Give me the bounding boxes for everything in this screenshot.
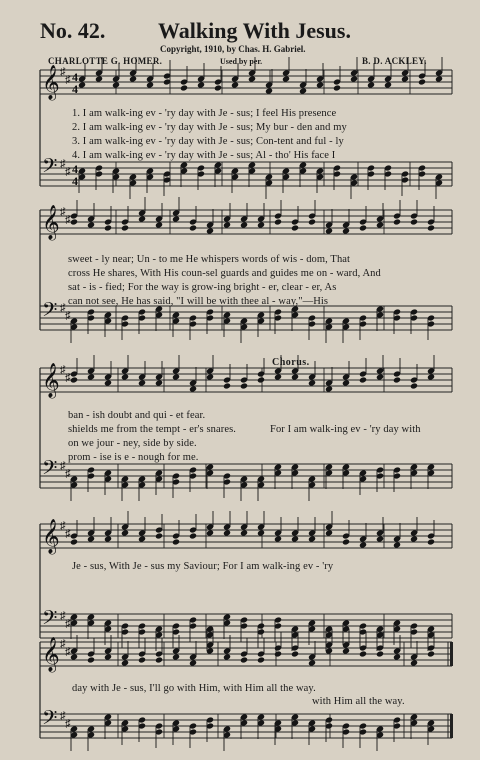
note-head — [138, 535, 146, 542]
note-head — [197, 81, 205, 88]
note-head — [214, 84, 222, 91]
note-head — [342, 227, 350, 234]
note-head — [308, 535, 316, 542]
sharp-icon: ♯ — [60, 66, 66, 78]
note-head — [189, 659, 197, 666]
sharp-icon: ♯ — [65, 214, 71, 226]
time-signature: 4 — [72, 174, 78, 188]
note-head — [367, 81, 375, 88]
note-head — [393, 653, 401, 660]
sharp-icon: ♯ — [60, 520, 66, 532]
note-head — [87, 656, 95, 663]
note-head — [359, 224, 367, 231]
lyric-verse-2: cross He shares, With His coun-sel guards and guides me on - ward, And — [68, 268, 381, 279]
bass-clef-icon: 𝄢 — [42, 606, 58, 634]
note-head — [376, 650, 384, 657]
note-head — [342, 647, 350, 654]
note-head — [240, 529, 248, 536]
note-head — [189, 224, 197, 231]
time-signature: 4 — [72, 162, 78, 176]
treble-clef-icon: 𝄞 — [42, 205, 60, 240]
permission-note: Used by per. — [220, 57, 263, 66]
note-head — [129, 75, 137, 82]
sharp-icon: ♯ — [65, 468, 71, 480]
note-head — [87, 373, 95, 380]
sharp-icon: ♯ — [65, 618, 71, 630]
note-head — [240, 382, 248, 389]
note-head — [206, 373, 214, 380]
note-head — [393, 218, 401, 225]
sharp-icon: ♯ — [60, 460, 66, 472]
note-head — [104, 379, 112, 386]
note-head — [189, 532, 197, 539]
note-head — [410, 659, 418, 666]
note-head — [401, 75, 409, 82]
note-head — [325, 529, 333, 536]
hymn-number: No. 42. — [40, 18, 106, 43]
note-head — [70, 653, 78, 660]
note-head — [325, 385, 333, 392]
note-head — [257, 376, 265, 383]
note-head — [316, 81, 324, 88]
note-head — [240, 221, 248, 228]
note-head — [257, 529, 265, 536]
note-head — [427, 538, 435, 545]
sharp-icon: ♯ — [65, 166, 71, 178]
sharp-icon: ♯ — [65, 74, 71, 86]
note-head — [146, 81, 154, 88]
note-head — [70, 538, 78, 545]
time-signature: 4 — [72, 70, 78, 84]
bass-clef-icon: 𝄢 — [42, 456, 58, 484]
note-head — [333, 84, 341, 91]
note-head — [350, 75, 358, 82]
lyric-verse-1: ban - ish doubt and qui - et fear. — [68, 410, 206, 421]
lyric-chorus: day with Je - sus, I'll go with Him, with Him all the way. — [72, 683, 316, 694]
bass-clef-icon: 𝄢 — [42, 298, 58, 326]
sharp-icon: ♯ — [65, 528, 71, 540]
note-head — [240, 656, 248, 663]
note-head — [223, 529, 231, 536]
hymn-title: Walking With Jesus. — [158, 18, 351, 43]
note-head — [291, 373, 299, 380]
lyric-verse-3: 3. I am walk-ing ev - 'ry day with Je - sus; Con-tent and ful - ly — [72, 136, 344, 147]
time-signature: 4 — [72, 82, 78, 96]
sharp-icon: ♯ — [60, 158, 66, 170]
note-head — [180, 84, 188, 91]
sharp-icon: ♯ — [65, 718, 71, 730]
note-head — [291, 535, 299, 542]
note-head — [223, 653, 231, 660]
note-head — [291, 650, 299, 657]
note-head — [342, 379, 350, 386]
note-head — [172, 538, 180, 545]
lyric-verse-2: shields me from the tempt - er's snares. — [68, 424, 237, 435]
note-head — [121, 529, 129, 536]
note-head — [342, 538, 350, 545]
copyright-line: Copyright, 1910, by Chas. H. Gabriel. — [160, 44, 306, 54]
treble-clef-icon: 𝄞 — [42, 65, 60, 100]
note-head — [121, 659, 129, 666]
sharp-icon: ♯ — [60, 610, 66, 622]
lyric-chorus: Je - sus, With Je - sus my Saviour; For I am walk-ing ev - 'ry — [72, 561, 334, 572]
note-head — [308, 218, 316, 225]
note-head — [155, 221, 163, 228]
bass-clef-icon: 𝄢 — [42, 154, 58, 182]
lyric-verse-3: on we jour - ney, side by side. — [68, 438, 197, 449]
note-head — [393, 541, 401, 548]
final-barline — [450, 714, 453, 738]
treble-clef-icon: 𝄞 — [42, 519, 60, 554]
note-head — [265, 87, 273, 94]
note-head — [376, 373, 384, 380]
sharp-icon: ♯ — [60, 364, 66, 376]
lyric-verse-4: 4. I am walk-ing ev - 'ry day with Je - sus; Al - tho' His face I — [72, 150, 336, 161]
note-head — [87, 535, 95, 542]
sharp-icon: ♯ — [65, 310, 71, 322]
note-head — [274, 535, 282, 542]
note-head — [223, 221, 231, 228]
bass-clef-icon: 𝄢 — [42, 706, 58, 734]
sharp-icon: ♯ — [60, 710, 66, 722]
note-head — [376, 535, 384, 542]
note-head — [189, 385, 197, 392]
note-head — [410, 218, 418, 225]
lyric-chorus: For I am walk-ing ev - 'ry day with — [270, 424, 421, 435]
note-head — [291, 224, 299, 231]
note-head — [104, 653, 112, 660]
note-head — [410, 535, 418, 542]
note-head — [87, 221, 95, 228]
note-head — [410, 382, 418, 389]
lyric-verse-1: sweet - ly near; Un - to me He whispers words of wis - dom, That — [68, 254, 351, 265]
lyricist-credit: CHARLOTTE G. HOMER. — [48, 56, 163, 66]
note-head — [70, 218, 78, 225]
note-head — [155, 532, 163, 539]
note-head — [418, 78, 426, 85]
note-head — [138, 215, 146, 222]
treble-clef-icon: 𝄞 — [42, 363, 60, 398]
note-head — [359, 376, 367, 383]
sharp-icon: ♯ — [60, 302, 66, 314]
note-head — [112, 81, 120, 88]
sharp-icon: ♯ — [60, 206, 66, 218]
sharp-icon: ♯ — [65, 646, 71, 658]
note-head — [308, 659, 316, 666]
note-head — [248, 75, 256, 82]
note-head — [155, 379, 163, 386]
lyric-verse-3: sat - is - fied; For the way is grow-ing bright - er, clear - er, As — [68, 282, 337, 293]
sharp-icon: ♯ — [65, 372, 71, 384]
chorus-label: Chorus. — [272, 357, 310, 368]
note-head — [427, 373, 435, 380]
note-head — [427, 650, 435, 657]
lyric-verse-2: 2. I am walk-ing ev - 'ry day with Je - sus; My bur - den and my — [72, 122, 347, 133]
note-head — [104, 224, 112, 231]
composer-credit: B. D. ACKLEY. — [362, 56, 427, 66]
lyric-verse-4: can not see, He has said, "I will be with thee al - way,"—His — [68, 296, 329, 307]
note-head — [206, 529, 214, 536]
note-head — [299, 87, 307, 94]
note-head — [206, 227, 214, 234]
note-head — [427, 224, 435, 231]
note-head — [257, 221, 265, 228]
note-head — [138, 656, 146, 663]
note-head — [95, 75, 103, 82]
note-head — [104, 535, 112, 542]
note-head — [274, 650, 282, 657]
note-head — [308, 379, 316, 386]
note-head — [274, 373, 282, 380]
note-head — [376, 221, 384, 228]
note-head — [78, 81, 86, 88]
treble-clef-icon: 𝄞 — [42, 637, 60, 672]
note-head — [172, 373, 180, 380]
note-head — [121, 373, 129, 380]
note-head — [393, 376, 401, 383]
note-head — [435, 75, 443, 82]
note-head — [274, 218, 282, 225]
lyric-verse-1: 1. I am walk-ing ev - 'ry day with Je - sus; I feel His presence — [72, 108, 337, 119]
note-head — [359, 650, 367, 657]
note-head — [138, 379, 146, 386]
sharp-icon: ♯ — [60, 638, 66, 650]
note-head — [172, 215, 180, 222]
note-head — [257, 656, 265, 663]
lyric-chorus-alto: with Him all the way. — [312, 696, 405, 707]
note-head — [359, 541, 367, 548]
lyric-verse-4: prom - ise is e - nough for me. — [68, 452, 199, 463]
note-head — [384, 81, 392, 88]
note-head — [282, 75, 290, 82]
final-barline — [450, 642, 453, 666]
note-head — [172, 653, 180, 660]
note-head — [121, 224, 129, 231]
note-head — [70, 376, 78, 383]
note-head — [325, 227, 333, 234]
note-head — [223, 382, 231, 389]
note-head — [155, 656, 163, 663]
note-head — [231, 81, 239, 88]
